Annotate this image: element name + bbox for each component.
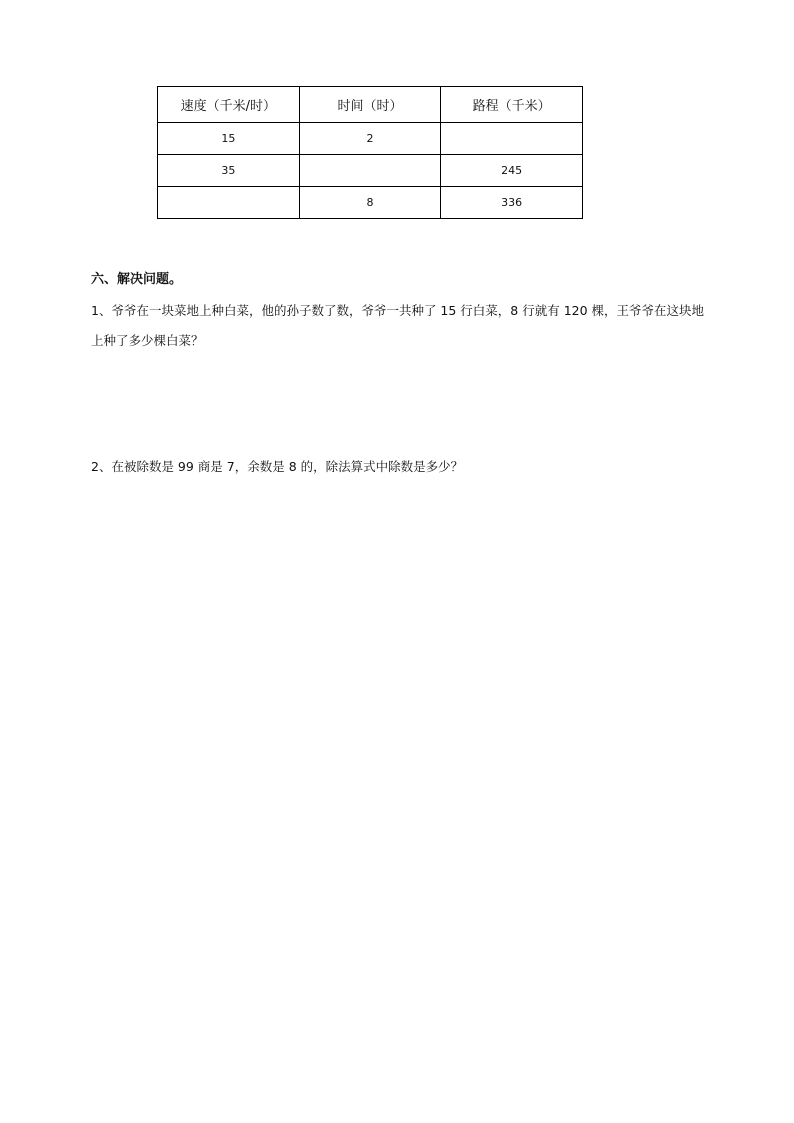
- question-1: 1、爷爷在一块菜地上种白菜，他的孙子数了数，爷爷一共种了 15 行白菜，8 行就有 120 棵，王爷爷在这块地上种了多少棵白菜？: [91, 303, 705, 348]
- table-cell: [441, 123, 583, 155]
- table-cell: 35: [158, 155, 300, 187]
- question-2: 2、在被除数是 99 商是 7，余数是 8 的，除法算式中除数是多少？: [91, 459, 464, 474]
- table-row: [158, 155, 583, 187]
- speed-time-distance-table-container: [157, 86, 583, 219]
- table-cell: 245: [441, 155, 583, 187]
- table-cell: 8: [299, 187, 441, 219]
- table-cell: [158, 187, 300, 219]
- table-cell: [299, 155, 441, 187]
- table-row: [158, 187, 583, 219]
- table-cell: 2: [299, 123, 441, 155]
- table-row: [158, 123, 583, 155]
- header-time: 时间（时）: [299, 87, 441, 123]
- section-title: 六、解决问题。: [91, 272, 183, 287]
- table-cell: 336: [441, 187, 583, 219]
- table-header-row: [158, 87, 583, 123]
- header-speed: 速度（千米/时）: [158, 87, 300, 123]
- table-cell: 15: [158, 123, 300, 155]
- header-distance: 路程（千米）: [441, 87, 583, 123]
- speed-time-distance-table: [157, 86, 583, 219]
